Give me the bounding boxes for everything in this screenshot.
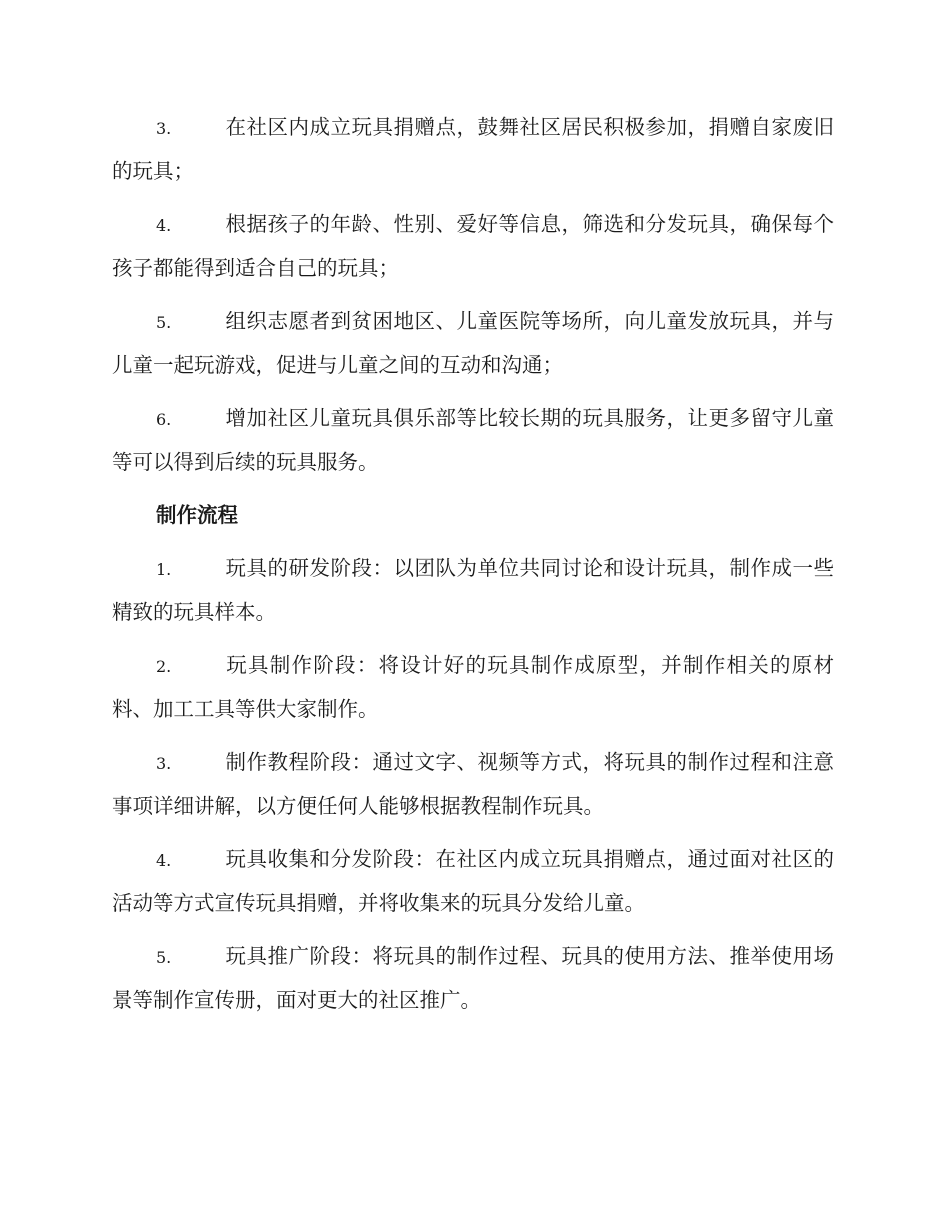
list-item-number: 6. [156, 410, 172, 429]
list-item-text: 制作教程阶段：通过文字、视频等方式，将玩具的制作过程和注意事项详细讲解，以方便任何人能够根据教程制作玩具。 [112, 750, 834, 818]
section-heading: 制作流程 [156, 503, 238, 527]
list-item-text: 玩具推广阶段：将玩具的制作过程、玩具的使用方法、推举使用场景等制作宣传册，面对更大的社区推广。 [112, 944, 834, 1012]
list-item [112, 106, 834, 193]
list-item [112, 644, 834, 731]
list-item-number: 5. [156, 313, 172, 332]
list-item-text: 玩具的研发阶段：以团队为单位共同讨论和设计玩具，制作成一些精致的玩具样本。 [112, 556, 834, 624]
list-item [112, 741, 834, 828]
list-item-number: 3. [156, 754, 172, 773]
list-item-text: 在社区内成立玩具捐赠点，鼓舞社区居民积极参加，捐赠自家废旧的玩具； [112, 115, 834, 183]
list-item-text: 组织志愿者到贫困地区、儿童医院等场所，向儿童发放玩具，并与儿童一起玩游戏，促进与儿童之间的互动和沟通； [112, 309, 834, 377]
list-item-number: 1. [156, 560, 172, 579]
list-item-number: 3. [156, 119, 172, 138]
list-item-text: 增加社区儿童玩具俱乐部等比较长期的玩具服务，让更多留守儿童等可以得到后续的玩具服务。 [112, 406, 834, 474]
list-item-text: 玩具收集和分发阶段：在社区内成立玩具捐赠点，通过面对社区的活动等方式宣传玩具捐赠，并将收集来的玩具分发给儿童。 [112, 847, 834, 915]
list-item-number: 4. [156, 216, 172, 235]
document-body [112, 106, 834, 1032]
list-item [112, 397, 834, 484]
list-item-text: 玩具制作阶段：将设计好的玩具制作成原型，并制作相关的原材料、加工工具等供大家制作。 [112, 653, 834, 721]
list-item [112, 203, 834, 290]
list-item [112, 838, 834, 925]
list-item [112, 300, 834, 387]
list-item-number: 5. [156, 948, 172, 967]
list-item-number: 2. [156, 657, 172, 676]
list-item-number: 4. [156, 851, 172, 870]
list-item [112, 935, 834, 1022]
list-item-text: 根据孩子的年龄、性别、爱好等信息，筛选和分发玩具，确保每个孩子都能得到适合自己的玩具； [112, 212, 834, 280]
list-item [112, 547, 834, 634]
